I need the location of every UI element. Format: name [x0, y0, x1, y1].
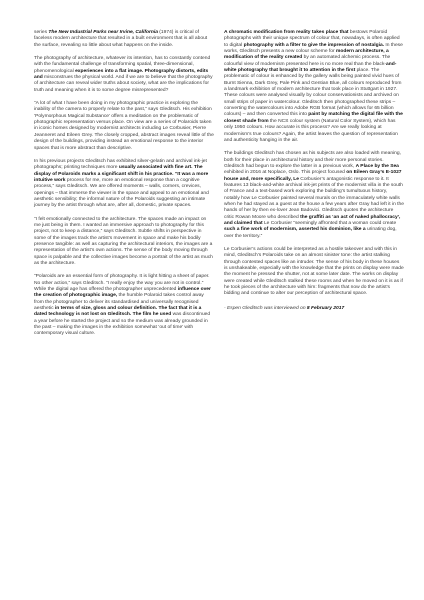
body-text: bestows Polaroid photographs with their unique spectrum of colour that, nowadays, is often applied to digital — [224, 30, 400, 48]
body-text: exhibited in 2016 at Noplace, Oslo. This project focused — [224, 170, 347, 176]
body-text: The buildings Gleditsch has chosen as his subjects are also loaded with meaning, both for their place in architectural history and their more personal stories. Gleditsch had begun to explore the latter in a previous work, — [224, 151, 401, 169]
body-text: urinating dog, over the territory.” — [224, 227, 397, 239]
paragraph — [34, 30, 214, 49]
emphasis-text: and-white photography that brought it to attention in the first — [224, 61, 397, 74]
body-text: The photography of architecture, whatever its intention, has to constantly contend with the fundamental challenge of transforming spatial, three-dimensional, phenomenological — [34, 56, 211, 74]
emphasis-text: influence over the creation of photographic image, — [34, 287, 211, 299]
emphasis-text: usually associated with fine art. The display of Polaroids marks a significant shift in his practice. “It was a more intuitive work — [34, 165, 209, 183]
body-text: (1974) is critical of faceless modern architecture that resulted in a built environment that is all about the surface, revealing so little about what happens on the inside. — [34, 30, 208, 48]
body-text: In his previous projects Gleditsch has exhibited silver-gelatin and archival ink-jet photographs; printing techniques more — [34, 158, 207, 171]
body-text: Le Corbusier “seemingly affronted that a woman could create — [262, 220, 397, 226]
emphasis-text: A Place by the Sea — [355, 163, 399, 169]
body-text: place. The problematic of colour is enhanced by the gallery walls being painted vivid hues of Burnt Sienna, Dark Grey, Pale Pink and Gentian Blue, all colours reproduced from a landmark exhibition of modern architecture that took place in Stuttgart in 1927. These colours were analysed visually by colour conservationists and archived on small strips of paper in watercolour. Gleditsch then photographed these strips – converting the watercolours into Adobe RGB format (which allows for 65 billion colours) – and then converted this into — [224, 68, 402, 118]
emphasis-text: experiences into a flat image. Photography distorts, edits and — [34, 68, 209, 81]
body-text: In these works, Gleditsch presents a new colour scheme for — [224, 42, 403, 55]
emphasis-text: photography with a filter to give the impression of nostalgia. — [243, 42, 385, 48]
body-text: series — [34, 30, 49, 35]
paragraph — [224, 247, 404, 298]
paragraph — [34, 56, 214, 94]
emphasis-text: the graffiti as ‘an act of naked phallocracy’, and claimed that — [224, 214, 401, 226]
body-text: Le Corbusier’s actions could be interpreted as a hostile takeover and with this in mind, Gleditsch’s Polaroids take on an almost sinister tone: the artist stalking through contested spaces like an intruder. The sense of his body in these houses is unshakeable, especially with the knowledge that the prints on display were made the moment he pressed the shutter, not at some later date. The works on display were created while Gleditsch stalked these rooms and when he moved on it is as if he took pieces of the architecture with him: fragments that now do the artist’s bidding and continue to alter our perception of architectural space. — [224, 247, 404, 297]
emphasis-text: in terms of size, gloss and colour definition. The fact that it is a dated technology is not lost on Gleditsch. The film he used — [34, 306, 202, 318]
body-text: the humble Polaroid takes control away from the photographer to deliver its standardised and universally recognised aesthetic — [34, 293, 204, 312]
paragraph — [34, 274, 214, 337]
right-column — [224, 30, 404, 319]
body-text: “Polaroids are an essential form of photography. It is light hitting a sheet of paper. No other action,” says Gleditsch. “I really enjoy the way you are not in control.” While the digital age has offered the photographer unprecedented — [34, 274, 210, 293]
emphasis-text: 8 February 2017 — [306, 305, 345, 311]
body-text: misconstrues the physical world. And if we are to believe that the photography of architecture can reveal wider truths about society, what are the implications for truth and meaning when it is to some degree misrepresented? — [34, 75, 213, 93]
paragraph — [34, 101, 214, 152]
body-text: the NCS colour system (Natural Color System), which has only 1950 colours. How accurate is this process? Are we really looking at modernism’s true colours? Again, the artist leaves the question of representation and authenticity hanging in the air. — [224, 118, 398, 143]
emphasis-text: such a fine work of modernism, asserted his dominion, like a — [224, 227, 366, 233]
emphasis-text: A chromatic modification from reality takes place that — [224, 30, 349, 35]
emphasis-text: paint by matching the digital file with the closest shade from — [224, 112, 403, 124]
paragraph — [224, 30, 404, 144]
paragraph — [34, 217, 214, 268]
emphasis-text: modern architecture, a modification of the reality created — [224, 49, 389, 61]
body-text: - Espen Gleditsch was interviewed on — [224, 305, 307, 311]
text-columns — [34, 30, 404, 345]
body-text: “A lot of what I have been doing in my photographic practice is exploring the inability of the camera to properly relate to the past,” says Gleditsch. His exhibition ‘Polymorphous Magical Substance’ offers a meditation on the problematic of photographic representation versus place. On view are a series of Polaroids taken in iconic homes designed by modernist architects including Le Corbusier, Pierre Jeanneret and Eileen Grey. The closely cropped, abstract images reveal little of the design of the buildings, providing instead an emotional response to the interior spaces that is more abstract than descriptive. — [34, 101, 214, 151]
body-text: “I felt emotionally connected to the architecture. The spaces made an impact on me just being in them. I wanted an immersive approach to photography for this project, not to keep a distance,” says Gleditsch. Subtle shifts in perspective in some of the images track the artist’s movement in space and make his bodily presence tangible: as well as capturing the architectural interiors, the images are a representation of the artist’s own actions. The sense of the body moving through space is palpable and the collective images become a portrait of the artist as much as the architecture. — [34, 216, 213, 266]
body-text: by an automated alchemic process. The colourful view of modernism presented here is no more real than the black- — [224, 55, 391, 67]
left-column — [34, 30, 214, 345]
body-text: process for me, more an emotional response than a cognitive process,” says Gleditsch. We are offered moments – walls, corners, crevices, openings – that immerse the viewer in the space and appeal to an emotional and aesthetic sensibility; the informal nature of the Polaroids suggesting an intimate journey by the artist through what are, after all, domestic, private spaces. — [34, 177, 209, 209]
emphasis-text: on Eileen Gray’s E-1027 house and, more specifically, Le — [224, 170, 402, 182]
interview-signature — [224, 306, 404, 312]
paragraph — [224, 151, 404, 240]
paragraph — [34, 159, 214, 210]
body-text: Corbusier’s antagonistic response to it. It features 13 black-and-white archival ink-jet prints of the modernist villa in the south of France and a text-based work exploring the building’s tumultuous history, notably how Le Corbusier painted several murals on the immaculately white walls when he had stayed as a guest at the house a few years after Gray had left it in the hands of her by then ex-lover Jean Badovici. Gleditsch quotes the architecture critic Rowan Moore who described — [224, 176, 404, 220]
emphasis-text: The New Industrial Parks near Irvine, California — [48, 30, 158, 35]
body-text: was discontinued a year before he started the project and so the medium was already grounded in the past – making the images in the exhibition somewhat ‘out of time’ with contemporary visual culture. — [34, 312, 211, 337]
